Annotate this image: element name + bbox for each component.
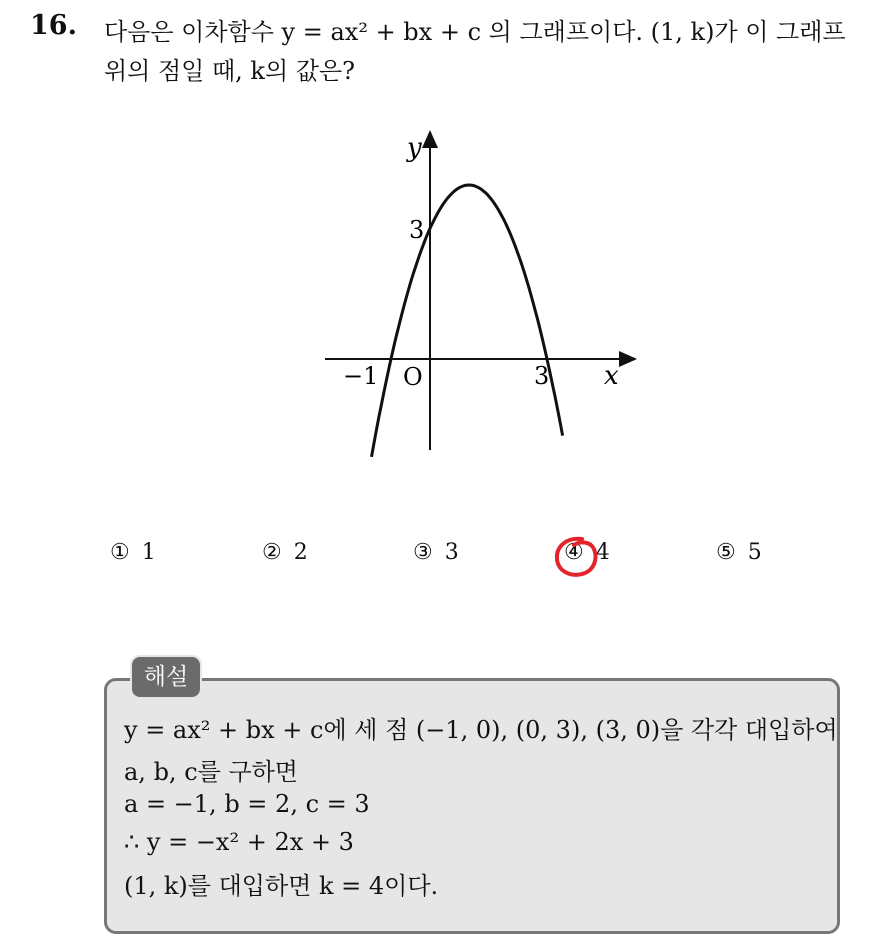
parabola-graph (300, 120, 660, 460)
question-text-line2: 위의 점일 때, k의 값은? (104, 57, 356, 85)
solution-line-5: (1, k)를 대입하면 k = 4이다. (124, 872, 439, 900)
origin-label: O (403, 363, 423, 391)
choice-1[interactable] (110, 540, 156, 565)
choice-5[interactable] (716, 540, 762, 565)
solution-line-1: y = ax² + bx + c에 세 점 (−1, 0), (0, 3), (3, 0)을 각각 대입하여 (124, 716, 838, 744)
choice-label: 4 (595, 540, 610, 565)
choice-label: 5 (747, 540, 762, 565)
choice-number: ④ (564, 540, 584, 565)
answer-circle-mark (552, 533, 602, 581)
parabola-curve (372, 185, 563, 457)
question-number: 16. (30, 10, 77, 41)
question-text-line1: 다음은 이차함수 y = ax² + bx + c 의 그래프이다. (1, k)가 이 그래프 (104, 18, 846, 46)
choice-number: ③ (413, 540, 433, 565)
solution-tab: 해설 (130, 655, 202, 699)
choice-number: ① (110, 540, 130, 565)
choice-label: 3 (444, 540, 459, 565)
choice-3[interactable] (413, 540, 459, 565)
tick-label-x-neg1: −1 (343, 362, 379, 390)
x-axis-label: x (604, 361, 619, 391)
choice-label: 2 (293, 540, 308, 565)
solution-line-2: a, b, c를 구하면 (124, 758, 298, 786)
tick-label-y-3: 3 (409, 216, 425, 244)
solution-line-3: a = −1, b = 2, c = 3 (124, 790, 370, 818)
choice-number: ⑤ (716, 540, 736, 565)
y-axis-label: y (407, 133, 422, 163)
choice-number: ② (262, 540, 282, 565)
solution-line-4: ∴ y = −x² + 2x + 3 (124, 828, 354, 856)
choice-2[interactable] (262, 540, 308, 565)
choice-label: 1 (141, 540, 156, 565)
tick-label-x-3: 3 (534, 362, 550, 390)
